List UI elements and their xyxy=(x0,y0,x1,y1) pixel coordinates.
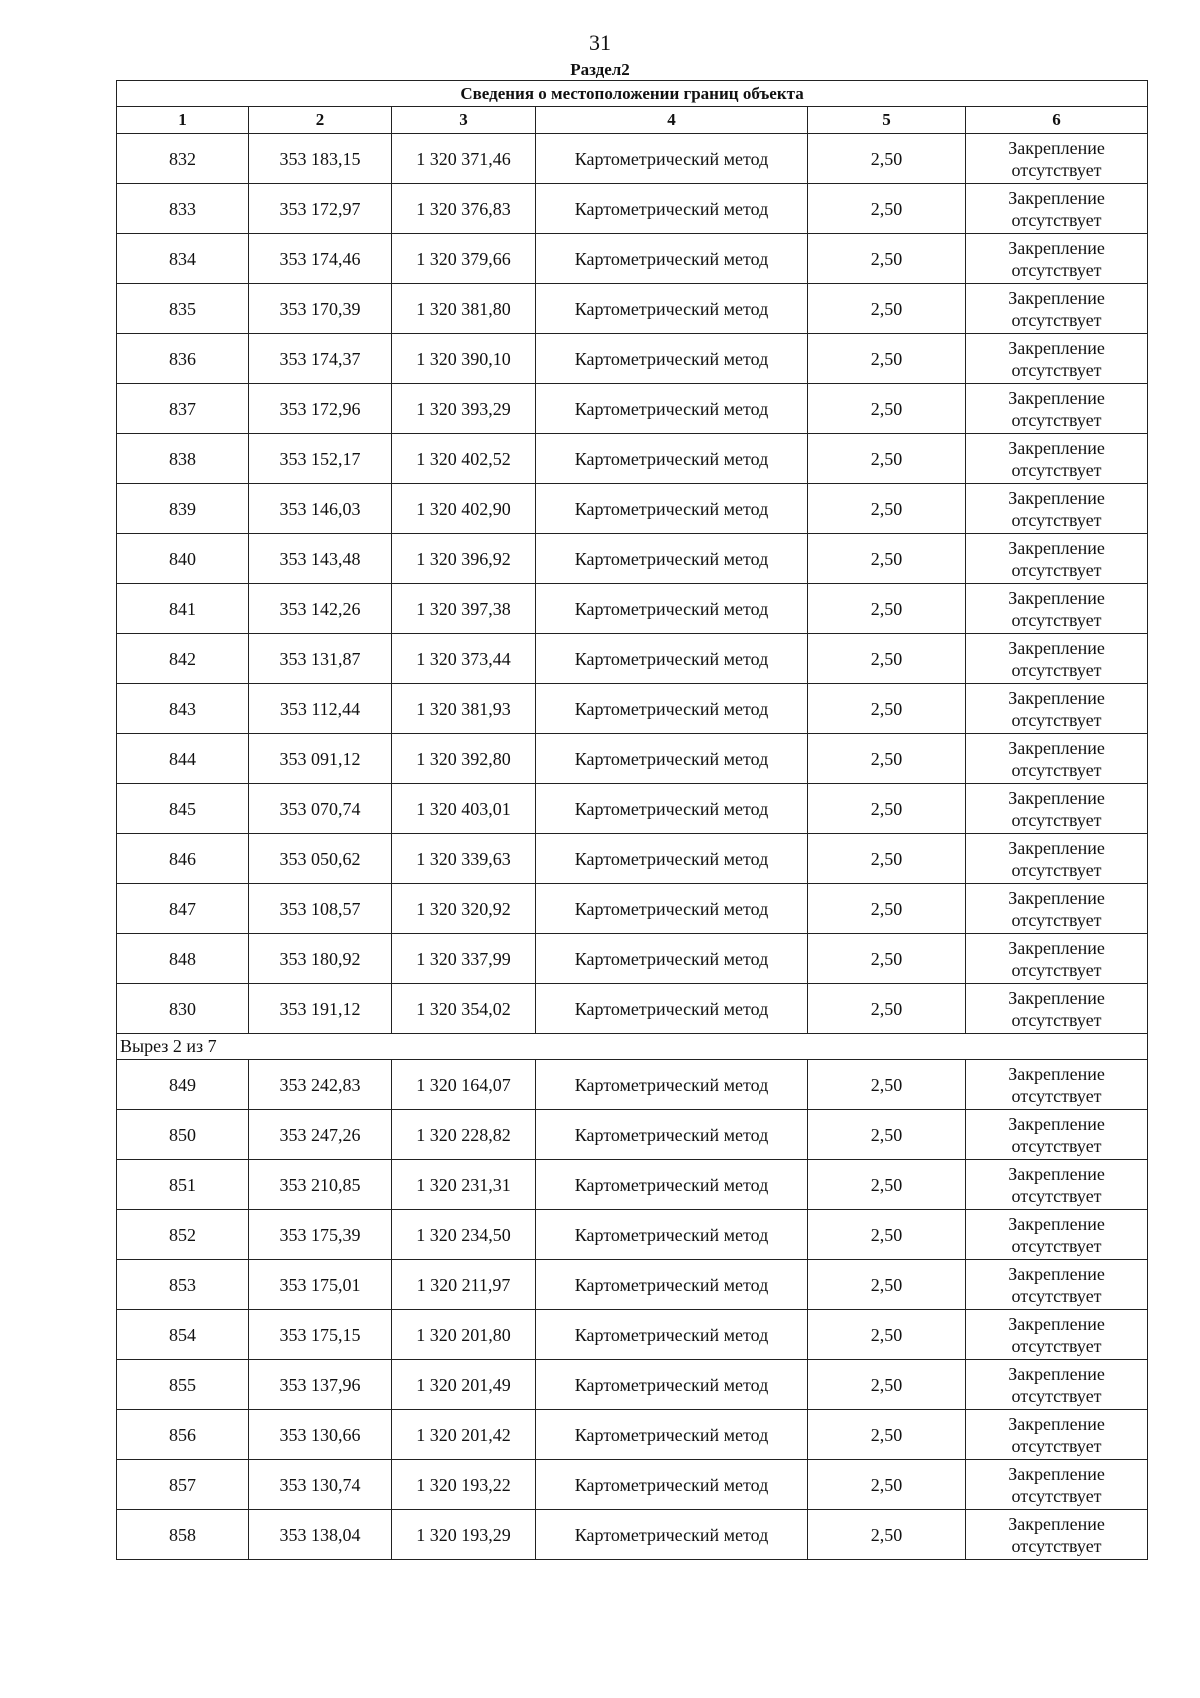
fixing-line-2: отсутствует xyxy=(1011,409,1102,430)
column-number-6: 6 xyxy=(966,107,1148,134)
boundary-coordinates-table xyxy=(116,80,1148,1560)
method-cell: Картометрический метод xyxy=(536,634,808,684)
fixing-line-2: отсутствует xyxy=(1011,209,1102,230)
fixing-line-1: Закрепление xyxy=(1008,987,1105,1008)
y-coordinate-cell: 1 320 201,49 xyxy=(392,1360,536,1410)
table-row xyxy=(117,484,1148,534)
table-row xyxy=(117,134,1148,184)
fixing-description-cell xyxy=(966,1360,1148,1410)
fixing-line-2: отсутствует xyxy=(1011,1535,1102,1556)
accuracy-cell: 2,50 xyxy=(808,484,966,534)
fixing-line-1: Закрепление xyxy=(1008,637,1105,658)
y-coordinate-cell: 1 320 402,52 xyxy=(392,434,536,484)
fixing-line-1: Закрепление xyxy=(1008,587,1105,608)
point-number-cell: 837 xyxy=(117,384,249,434)
y-coordinate-cell: 1 320 390,10 xyxy=(392,334,536,384)
fixing-line-1: Закрепление xyxy=(1008,187,1105,208)
fixing-description-cell xyxy=(966,684,1148,734)
y-coordinate-cell: 1 320 371,46 xyxy=(392,134,536,184)
accuracy-cell: 2,50 xyxy=(808,1410,966,1460)
y-coordinate-cell: 1 320 234,50 xyxy=(392,1210,536,1260)
fixing-line-1: Закрепление xyxy=(1008,1163,1105,1184)
accuracy-cell: 2,50 xyxy=(808,1360,966,1410)
y-coordinate-cell: 1 320 320,92 xyxy=(392,884,536,934)
point-number-cell: 850 xyxy=(117,1110,249,1160)
y-coordinate-cell: 1 320 164,07 xyxy=(392,1060,536,1110)
accuracy-cell: 2,50 xyxy=(808,334,966,384)
x-coordinate-cell: 353 137,96 xyxy=(249,1360,392,1410)
method-cell: Картометрический метод xyxy=(536,1410,808,1460)
cutout-subheading: Вырез 2 из 7 xyxy=(117,1034,1148,1060)
accuracy-cell: 2,50 xyxy=(808,784,966,834)
accuracy-cell: 2,50 xyxy=(808,184,966,234)
fixing-line-1: Закрепление xyxy=(1008,737,1105,758)
fixing-description-cell xyxy=(966,1460,1148,1510)
y-coordinate-cell: 1 320 337,99 xyxy=(392,934,536,984)
x-coordinate-cell: 353 172,97 xyxy=(249,184,392,234)
table-row xyxy=(117,1060,1148,1110)
fixing-description-cell xyxy=(966,1510,1148,1560)
method-cell: Картометрический метод xyxy=(536,134,808,184)
x-coordinate-cell: 353 174,37 xyxy=(249,334,392,384)
point-number-cell: 834 xyxy=(117,234,249,284)
y-coordinate-cell: 1 320 228,82 xyxy=(392,1110,536,1160)
x-coordinate-cell: 353 191,12 xyxy=(249,984,392,1034)
point-number-cell: 854 xyxy=(117,1310,249,1360)
y-coordinate-cell: 1 320 381,93 xyxy=(392,684,536,734)
point-number-cell: 857 xyxy=(117,1460,249,1510)
accuracy-cell: 2,50 xyxy=(808,1060,966,1110)
x-coordinate-cell: 353 175,39 xyxy=(249,1210,392,1260)
table-row xyxy=(117,1110,1148,1160)
fixing-line-1: Закрепление xyxy=(1008,237,1105,258)
fixing-line-2: отсутствует xyxy=(1011,1009,1102,1030)
accuracy-cell: 2,50 xyxy=(808,1460,966,1510)
fixing-description-cell xyxy=(966,1160,1148,1210)
accuracy-cell: 2,50 xyxy=(808,1310,966,1360)
x-coordinate-cell: 353 180,92 xyxy=(249,934,392,984)
table-row xyxy=(117,884,1148,934)
accuracy-cell: 2,50 xyxy=(808,584,966,634)
table-row xyxy=(117,1410,1148,1460)
fixing-line-1: Закрепление xyxy=(1008,1113,1105,1134)
column-number-4: 4 xyxy=(536,107,808,134)
fixing-description-cell xyxy=(966,634,1148,684)
accuracy-cell: 2,50 xyxy=(808,1210,966,1260)
method-cell: Картометрический метод xyxy=(536,234,808,284)
table-row xyxy=(117,434,1148,484)
y-coordinate-cell: 1 320 211,97 xyxy=(392,1260,536,1310)
fixing-line-2: отсутствует xyxy=(1011,1485,1102,1506)
table-row xyxy=(117,1460,1148,1510)
point-number-cell: 844 xyxy=(117,734,249,784)
y-coordinate-cell: 1 320 201,42 xyxy=(392,1410,536,1460)
table-caption-row xyxy=(117,81,1148,107)
table-row xyxy=(117,1310,1148,1360)
fixing-description-cell xyxy=(966,1410,1148,1460)
x-coordinate-cell: 353 070,74 xyxy=(249,784,392,834)
y-coordinate-cell: 1 320 193,22 xyxy=(392,1460,536,1510)
accuracy-cell: 2,50 xyxy=(808,634,966,684)
fixing-description-cell xyxy=(966,334,1148,384)
point-number-cell: 835 xyxy=(117,284,249,334)
accuracy-cell: 2,50 xyxy=(808,534,966,584)
column-number-1: 1 xyxy=(117,107,249,134)
fixing-description-cell xyxy=(966,784,1148,834)
fixing-line-2: отсутствует xyxy=(1011,1385,1102,1406)
table-row xyxy=(117,384,1148,434)
fixing-description-cell xyxy=(966,934,1148,984)
method-cell: Картометрический метод xyxy=(536,784,808,834)
accuracy-cell: 2,50 xyxy=(808,134,966,184)
fixing-description-cell xyxy=(966,484,1148,534)
fixing-description-cell xyxy=(966,434,1148,484)
fixing-description-cell xyxy=(966,534,1148,584)
method-cell: Картометрический метод xyxy=(536,534,808,584)
y-coordinate-cell: 1 320 402,90 xyxy=(392,484,536,534)
method-cell: Картометрический метод xyxy=(536,1360,808,1410)
fixing-description-cell xyxy=(966,1060,1148,1110)
fixing-line-2: отсутствует xyxy=(1011,1285,1102,1306)
fixing-line-2: отсутствует xyxy=(1011,1135,1102,1156)
accuracy-cell: 2,50 xyxy=(808,984,966,1034)
method-cell: Картометрический метод xyxy=(536,684,808,734)
fixing-line-1: Закрепление xyxy=(1008,837,1105,858)
table-row xyxy=(117,534,1148,584)
table-row xyxy=(117,584,1148,634)
page-number: 31 xyxy=(589,30,611,55)
table-row xyxy=(117,834,1148,884)
fixing-line-2: отсутствует xyxy=(1011,509,1102,530)
fixing-description-cell xyxy=(966,234,1148,284)
fixing-line-1: Закрепление xyxy=(1008,1063,1105,1084)
fixing-description-cell xyxy=(966,1210,1148,1260)
point-number-cell: 841 xyxy=(117,584,249,634)
fixing-line-2: отсутствует xyxy=(1011,859,1102,880)
accuracy-cell: 2,50 xyxy=(808,1110,966,1160)
point-number-cell: 838 xyxy=(117,434,249,484)
table-row xyxy=(117,184,1148,234)
method-cell: Картометрический метод xyxy=(536,484,808,534)
fixing-line-2: отсутствует xyxy=(1011,159,1102,180)
y-coordinate-cell: 1 320 373,44 xyxy=(392,634,536,684)
method-cell: Картометрический метод xyxy=(536,834,808,884)
method-cell: Картометрический метод xyxy=(536,884,808,934)
x-coordinate-cell: 353 091,12 xyxy=(249,734,392,784)
table-row xyxy=(117,734,1148,784)
point-number-cell: 845 xyxy=(117,784,249,834)
table-caption: Сведения о местоположении границ объекта xyxy=(117,81,1148,107)
table-body xyxy=(117,134,1148,1560)
column-number-2: 2 xyxy=(249,107,392,134)
x-coordinate-cell: 353 170,39 xyxy=(249,284,392,334)
point-number-cell: 853 xyxy=(117,1260,249,1310)
fixing-line-1: Закрепление xyxy=(1008,437,1105,458)
fixing-line-1: Закрепление xyxy=(1008,137,1105,158)
x-coordinate-cell: 353 242,83 xyxy=(249,1060,392,1110)
method-cell: Картометрический метод xyxy=(536,1160,808,1210)
table-row xyxy=(117,984,1148,1034)
accuracy-cell: 2,50 xyxy=(808,384,966,434)
x-coordinate-cell: 353 142,26 xyxy=(249,584,392,634)
y-coordinate-cell: 1 320 193,29 xyxy=(392,1510,536,1560)
fixing-line-2: отсутствует xyxy=(1011,659,1102,680)
method-cell: Картометрический метод xyxy=(536,984,808,1034)
point-number-cell: 849 xyxy=(117,1060,249,1110)
method-cell: Картометрический метод xyxy=(536,1460,808,1510)
fixing-line-2: отсутствует xyxy=(1011,309,1102,330)
x-coordinate-cell: 353 175,15 xyxy=(249,1310,392,1360)
point-number-cell: 851 xyxy=(117,1160,249,1210)
point-number-cell: 836 xyxy=(117,334,249,384)
y-coordinate-cell: 1 320 393,29 xyxy=(392,384,536,434)
x-coordinate-cell: 353 130,66 xyxy=(249,1410,392,1460)
method-cell: Картометрический метод xyxy=(536,184,808,234)
method-cell: Картометрический метод xyxy=(536,734,808,784)
point-number-cell: 852 xyxy=(117,1210,249,1260)
accuracy-cell: 2,50 xyxy=(808,234,966,284)
subheading-row xyxy=(117,1034,1148,1060)
fixing-line-2: отсутствует xyxy=(1011,809,1102,830)
method-cell: Картометрический метод xyxy=(536,334,808,384)
table-row xyxy=(117,1510,1148,1560)
fixing-line-1: Закрепление xyxy=(1008,1263,1105,1284)
method-cell: Картометрический метод xyxy=(536,1210,808,1260)
fixing-description-cell xyxy=(966,284,1148,334)
fixing-description-cell xyxy=(966,584,1148,634)
method-cell: Картометрический метод xyxy=(536,434,808,484)
y-coordinate-cell: 1 320 392,80 xyxy=(392,734,536,784)
fixing-line-1: Закрепление xyxy=(1008,937,1105,958)
fixing-line-1: Закрепление xyxy=(1008,1213,1105,1234)
point-number-cell: 848 xyxy=(117,934,249,984)
fixing-description-cell xyxy=(966,184,1148,234)
point-number-cell: 830 xyxy=(117,984,249,1034)
table-row xyxy=(117,634,1148,684)
y-coordinate-cell: 1 320 231,31 xyxy=(392,1160,536,1210)
fixing-line-2: отсутствует xyxy=(1011,259,1102,280)
fixing-line-1: Закрепление xyxy=(1008,487,1105,508)
accuracy-cell: 2,50 xyxy=(808,1260,966,1310)
y-coordinate-cell: 1 320 397,38 xyxy=(392,584,536,634)
fixing-line-1: Закрепление xyxy=(1008,887,1105,908)
x-coordinate-cell: 353 174,46 xyxy=(249,234,392,284)
accuracy-cell: 2,50 xyxy=(808,884,966,934)
column-number-row xyxy=(117,107,1148,134)
x-coordinate-cell: 353 050,62 xyxy=(249,834,392,884)
point-number-cell: 833 xyxy=(117,184,249,234)
fixing-line-2: отсутствует xyxy=(1011,359,1102,380)
fixing-description-cell xyxy=(966,984,1148,1034)
fixing-line-1: Закрепление xyxy=(1008,1313,1105,1334)
point-number-cell: 855 xyxy=(117,1360,249,1410)
fixing-line-2: отсутствует xyxy=(1011,1435,1102,1456)
point-number-cell: 856 xyxy=(117,1410,249,1460)
fixing-line-1: Закрепление xyxy=(1008,337,1105,358)
fixing-line-1: Закрепление xyxy=(1008,1463,1105,1484)
point-number-cell: 840 xyxy=(117,534,249,584)
y-coordinate-cell: 1 320 403,01 xyxy=(392,784,536,834)
fixing-description-cell xyxy=(966,1110,1148,1160)
x-coordinate-cell: 353 183,15 xyxy=(249,134,392,184)
table-row xyxy=(117,284,1148,334)
x-coordinate-cell: 353 138,04 xyxy=(249,1510,392,1560)
x-coordinate-cell: 353 175,01 xyxy=(249,1260,392,1310)
fixing-line-2: отсутствует xyxy=(1011,709,1102,730)
table-row xyxy=(117,234,1148,284)
x-coordinate-cell: 353 210,85 xyxy=(249,1160,392,1210)
accuracy-cell: 2,50 xyxy=(808,284,966,334)
y-coordinate-cell: 1 320 376,83 xyxy=(392,184,536,234)
method-cell: Картометрический метод xyxy=(536,1110,808,1160)
table-row xyxy=(117,1360,1148,1410)
point-number-cell: 847 xyxy=(117,884,249,934)
x-coordinate-cell: 353 152,17 xyxy=(249,434,392,484)
accuracy-cell: 2,50 xyxy=(808,734,966,784)
fixing-line-2: отсутствует xyxy=(1011,1185,1102,1206)
fixing-line-2: отсутствует xyxy=(1011,759,1102,780)
y-coordinate-cell: 1 320 354,02 xyxy=(392,984,536,1034)
method-cell: Картометрический метод xyxy=(536,1060,808,1110)
method-cell: Картометрический метод xyxy=(536,584,808,634)
fixing-description-cell xyxy=(966,834,1148,884)
fixing-line-1: Закрепление xyxy=(1008,1363,1105,1384)
accuracy-cell: 2,50 xyxy=(808,1510,966,1560)
y-coordinate-cell: 1 320 381,80 xyxy=(392,284,536,334)
column-number-3: 3 xyxy=(392,107,536,134)
column-number-5: 5 xyxy=(808,107,966,134)
method-cell: Картометрический метод xyxy=(536,934,808,984)
table-row xyxy=(117,1160,1148,1210)
x-coordinate-cell: 353 112,44 xyxy=(249,684,392,734)
fixing-line-1: Закрепление xyxy=(1008,787,1105,808)
y-coordinate-cell: 1 320 201,80 xyxy=(392,1310,536,1360)
fixing-line-1: Закрепление xyxy=(1008,687,1105,708)
method-cell: Картометрический метод xyxy=(536,1510,808,1560)
section-title: Раздел2 xyxy=(570,60,630,79)
fixing-line-2: отсутствует xyxy=(1011,459,1102,480)
x-coordinate-cell: 353 108,57 xyxy=(249,884,392,934)
fixing-line-2: отсутствует xyxy=(1011,609,1102,630)
table-row xyxy=(117,1260,1148,1310)
x-coordinate-cell: 353 172,96 xyxy=(249,384,392,434)
y-coordinate-cell: 1 320 379,66 xyxy=(392,234,536,284)
fixing-line-2: отсутствует xyxy=(1011,559,1102,580)
fixing-description-cell xyxy=(966,1310,1148,1360)
fixing-line-1: Закрепление xyxy=(1008,287,1105,308)
method-cell: Картометрический метод xyxy=(536,284,808,334)
method-cell: Картометрический метод xyxy=(536,1310,808,1360)
point-number-cell: 846 xyxy=(117,834,249,884)
x-coordinate-cell: 353 247,26 xyxy=(249,1110,392,1160)
table-row xyxy=(117,934,1148,984)
point-number-cell: 842 xyxy=(117,634,249,684)
accuracy-cell: 2,50 xyxy=(808,684,966,734)
table-row xyxy=(117,1210,1148,1260)
fixing-line-2: отсутствует xyxy=(1011,1085,1102,1106)
fixing-line-2: отсутствует xyxy=(1011,959,1102,980)
accuracy-cell: 2,50 xyxy=(808,434,966,484)
method-cell: Картометрический метод xyxy=(536,384,808,434)
x-coordinate-cell: 353 146,03 xyxy=(249,484,392,534)
x-coordinate-cell: 353 131,87 xyxy=(249,634,392,684)
fixing-description-cell xyxy=(966,734,1148,784)
fixing-line-1: Закрепление xyxy=(1008,1513,1105,1534)
fixing-line-1: Закрепление xyxy=(1008,387,1105,408)
point-number-cell: 839 xyxy=(117,484,249,534)
fixing-description-cell xyxy=(966,1260,1148,1310)
table-row xyxy=(117,784,1148,834)
point-number-cell: 858 xyxy=(117,1510,249,1560)
y-coordinate-cell: 1 320 396,92 xyxy=(392,534,536,584)
fixing-line-1: Закрепление xyxy=(1008,537,1105,558)
point-number-cell: 832 xyxy=(117,134,249,184)
y-coordinate-cell: 1 320 339,63 xyxy=(392,834,536,884)
fixing-line-2: отсутствует xyxy=(1011,909,1102,930)
point-number-cell: 843 xyxy=(117,684,249,734)
fixing-description-cell xyxy=(966,384,1148,434)
method-cell: Картометрический метод xyxy=(536,1260,808,1310)
fixing-description-cell xyxy=(966,884,1148,934)
accuracy-cell: 2,50 xyxy=(808,1160,966,1210)
fixing-line-2: отсутствует xyxy=(1011,1335,1102,1356)
fixing-line-2: отсутствует xyxy=(1011,1235,1102,1256)
x-coordinate-cell: 353 130,74 xyxy=(249,1460,392,1510)
accuracy-cell: 2,50 xyxy=(808,834,966,884)
table-row xyxy=(117,334,1148,384)
accuracy-cell: 2,50 xyxy=(808,934,966,984)
table-row xyxy=(117,684,1148,734)
x-coordinate-cell: 353 143,48 xyxy=(249,534,392,584)
fixing-description-cell xyxy=(966,134,1148,184)
fixing-line-1: Закрепление xyxy=(1008,1413,1105,1434)
